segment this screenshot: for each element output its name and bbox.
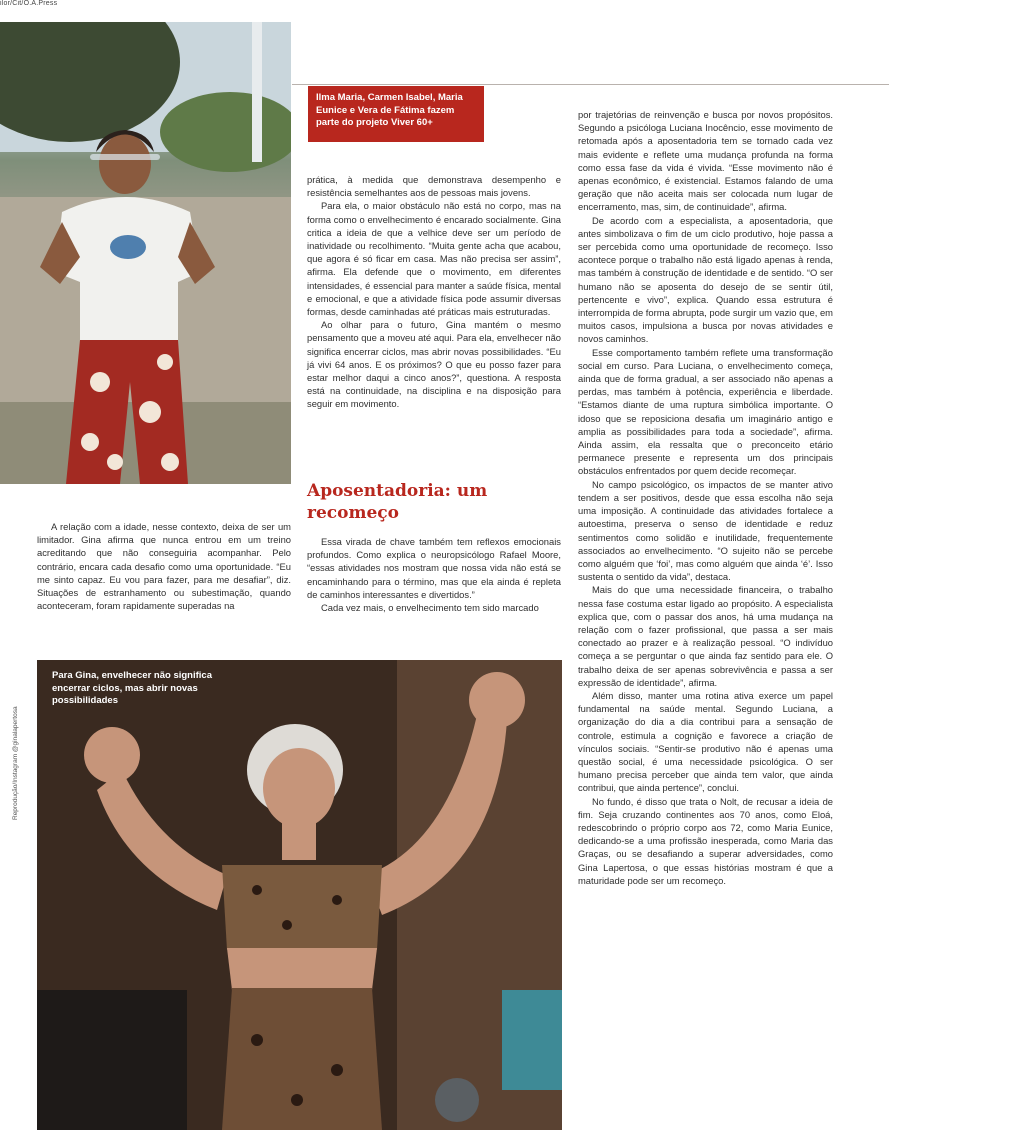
paragraph: Esse comportamento também reflete uma transformação social em curso. Para Luciana, o envelhecimento começa, ainda que de forma gradual, a ser associado não apenas a perdas, mas também à potência, experiência e liberdade. “Estamos diante de uma ruptura simbólica importante. O idoso que se reposiciona desafia um imaginário antigo e amplia as possibilidades para toda a sociedade”, afirma. Ainda assim, ela ressalta que o preconceito etário permanece presente e representa um dos principais obstáculos enfrentados por quem decide recomeçar.	[578, 346, 833, 477]
paragraph: A relação com a idade, nesse contexto, deixa de ser um limitador. Gina afirma que nunca entrou em um treino acreditando que não conseguiria acompanhar. Pelo contrário, encara cada desafio como uma oportunidade. “Eu me sinto capaz. Eu vou para fazer, para me desafiar”, diz. Situações de estranhamento ou subestimação, quando aconteceram, foram rapidamente superadas na	[37, 521, 291, 612]
photo-woman-smiling	[0, 22, 291, 484]
article-column-middle	[307, 173, 561, 411]
article-column-left	[37, 520, 291, 612]
article-column-middle-continued	[307, 535, 561, 614]
paragraph: No fundo, é disso que trata o Nolt, de recusar a ideia de fim. Seja cruzando continentes aos 70 anos, como Eloá, redescobrindo o próprio corpo aos 72, como Maria Eunice, dedicando-se a uma profissão inesperada, como Maria das Graças, ou se desafiando a superar adversidades, como Gina Lapertosa, o que essas histórias mostram é que a maturidade pode ser um recomeço.	[578, 795, 833, 886]
photo-credit-side: Reprodução/Instagram @ginalapertosa	[12, 706, 19, 820]
caption-project-viver: Ilma Maria, Carmen Isabel, Maria Eunice e Vera de Fátima fazem parte do projeto Viver 60+	[308, 86, 484, 142]
photo-woman-flexing	[37, 660, 562, 1130]
paragraph: Para ela, o maior obstáculo não está no corpo, mas na forma como o envelhecimento é encarado socialmente. Gina critica a ideia de que a velhice deve ser um período de inatividade ou recolhimento. “Muita gente acha que acabou, que agora é só ficar em casa. Mas não precisa ser assim”, afirma. Ela defende que o movimento, em diferentes intensidades, é essencial para manter a saúde física, mental e emocional, e que a atividade física pode assumir diversas formas, desde caminhadas até práticas mais estruturadas.	[307, 200, 561, 318]
paragraph: por trajetórias de reinvenção e busca por novos propósitos. Segundo a psicóloga Luciana Inocêncio, esse movimento de retomada após a aposentadoria tem se tornado cada vez mais evidente e reflete uma mudança profunda na forma como essa fase da vida é vivida. “Esse movimento não é apenas econômico, é existencial. Estamos falando de uma geração que não aceita mais ser colocada num lugar de encerramento, mas, sim, de continuidade”, afirma.	[578, 109, 833, 213]
paragraph: Mais do que uma necessidade financeira, o trabalho nessa fase costuma estar ligado ao propósito. A especialista explica que, com o passar dos anos, há uma mudança na relação com o fazer profissional, que passa a ser mais conectado ao prazer e à realização pessoal. “O indivíduo começa a se perguntar o que ainda faz sentido para ele. O trabalho deixa de ser apenas sobrevivência e passa a ser expressão de identidade”, afirma.	[578, 584, 833, 688]
caption-gina: Para Gina, envelhecer não significa encerrar ciclos, mas abrir novas possibilidades	[52, 670, 212, 706]
paragraph: No campo psicológico, os impactos de se manter ativo tendem a ser positivos, desde que essa escolha não seja uma imposição. A continuidade das atividades fortalece a autoestima, preserva o senso de identidade e reduz sentimentos como solidão e inutilidade, frequentemente associados ao envelhecimento. “O sujeito não se percebe como alguém que ‘foi’, mas como alguém que ainda ‘é’. Isso sustenta o sentido da vida”, destaca.	[578, 478, 833, 583]
paragraph: Essa virada de chave também tem reflexos emocionais profundos. Como explica o neuropsicólogo Rafael Moore, “essas atividades nos mostram que nossa vida não está se encaminhando para o término, mas que ela ainda é repleta de caminhos interessantes e divertidos.”	[307, 536, 561, 600]
header-rule	[292, 84, 889, 85]
article-column-right	[578, 108, 833, 887]
paragraph: Cada vez mais, o envelhecimento tem sido marcado	[321, 602, 539, 614]
photo-credit-top: ilor/Cit/O.A.Press	[0, 0, 58, 7]
section-heading: Aposentadoria: um recomeço	[307, 481, 488, 523]
paragraph: De acordo com a especialista, a aposentadoria, que antes simbolizava o fim de um ciclo produtivo, hoje passa a ser percebida como uma oportunidade de recomeço. Isso acontece porque o trabalho não está ligado apenas à renda, mas também à construção de identidade e de sentido. “O ser humano não se aposenta do desejo de se sentir útil, pertencente e vivo”, explica. Quando essa estrutura é interrompida de forma abrupta, pode surgir um vazio que, em muitos casos, impulsiona a busca por novas atividades e novos caminhos.	[578, 214, 833, 345]
paragraph: prática, à medida que demonstrava desempenho e resistência semelhantes aos de pessoas mais jovens.	[307, 174, 561, 199]
paragraph: Além disso, manter uma rotina ativa exerce um papel fundamental na saúde mental. Segundo Luciana, a organização do dia a dia contribui para a sensação de controle, estimula a cognição e favorece a criação de vínculos sociais. “Sentir-se produtivo não é apenas uma questão social, é uma necessidade psicológica. O ser humano precisa perceber que ainda tem valor, que ainda contribui, que ainda pertence”, conclui.	[578, 689, 833, 794]
paragraph: Ao olhar para o futuro, Gina mantém o mesmo pensamento que a moveu até aqui. Para ela, envelhecer não significa encerrar ciclos, mas abrir novas possibilidades. “Eu já vivi 64 anos. E os próximos? O que eu posso fazer para estar melhor daqui a cinco anos?”, questiona. A resposta está na continuidade, na disciplina e na disposição para seguir em movimento.	[307, 319, 561, 410]
